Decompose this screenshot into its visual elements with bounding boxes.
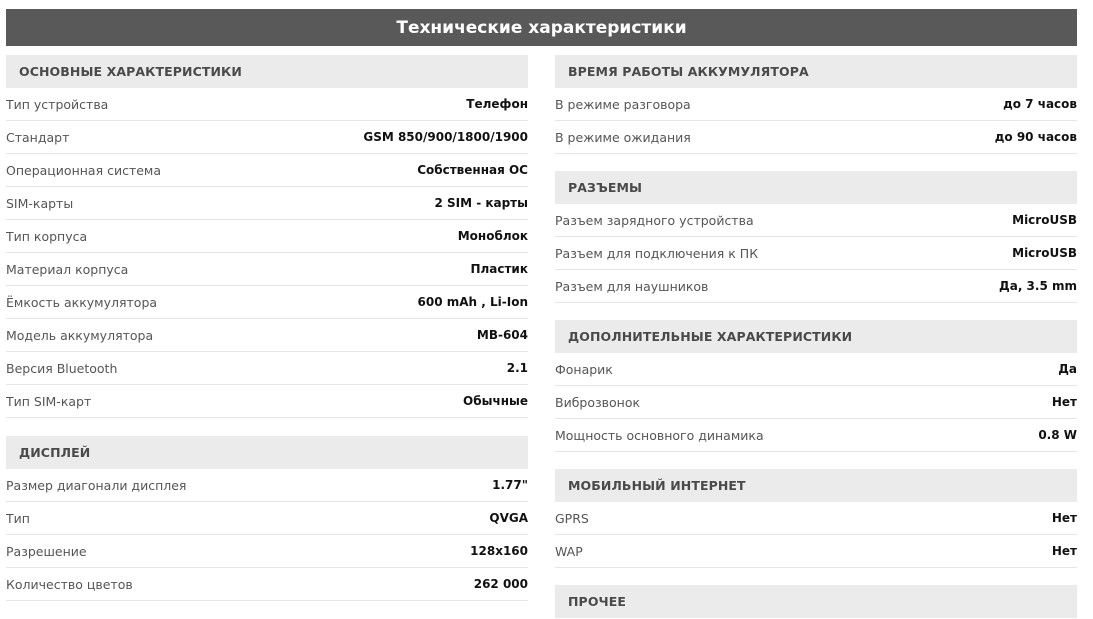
section-gap	[555, 452, 1077, 469]
spec-label: Стандарт	[6, 129, 70, 145]
section-main	[6, 55, 528, 418]
spec-value: MicroUSB	[1012, 246, 1077, 260]
section-mobile-internet	[555, 469, 1077, 568]
spec-value: Нет	[1051, 395, 1077, 409]
spec-row	[555, 535, 1077, 568]
spec-row	[555, 237, 1077, 270]
spec-row	[555, 386, 1077, 419]
spec-row	[6, 121, 528, 154]
spec-value: Собственная ОС	[417, 163, 528, 177]
right-column	[555, 55, 1077, 618]
spec-row	[6, 352, 528, 385]
spec-row	[555, 419, 1077, 452]
section-gap	[555, 303, 1077, 320]
section-header: РАЗЪЕМЫ	[555, 171, 1077, 204]
spec-row	[6, 154, 528, 187]
spec-label: Операционная система	[6, 162, 162, 178]
spec-value: 2.1	[506, 361, 528, 375]
spec-value: Нет	[1051, 544, 1077, 558]
spec-label: Разрешение	[6, 543, 87, 559]
spec-row	[6, 319, 528, 352]
spec-value: Моноблок	[457, 229, 528, 243]
section-gap	[555, 154, 1077, 171]
spec-row	[6, 469, 528, 502]
spec-label: Виброзвонок	[555, 394, 641, 410]
section-header: ДОПОЛНИТЕЛЬНЫЕ ХАРАКТЕРИСТИКИ	[555, 320, 1077, 353]
spec-value: MicroUSB	[1012, 213, 1077, 227]
left-column	[6, 55, 528, 601]
spec-label: В режиме разговора	[555, 96, 691, 112]
spec-value: 128x160	[470, 544, 528, 558]
section-header: ОСНОВНЫЕ ХАРАКТЕРИСТИКИ	[6, 55, 528, 88]
spec-label: Тип	[6, 510, 30, 526]
spec-row	[6, 220, 528, 253]
spec-row	[555, 270, 1077, 303]
spec-value: Да, 3.5 mm	[999, 279, 1077, 293]
spec-row	[555, 204, 1077, 237]
spec-row	[555, 88, 1077, 121]
spec-label: Мощность основного динамика	[555, 427, 764, 443]
spec-label: SIM-карты	[6, 195, 74, 211]
spec-value: до 7 часов	[1003, 97, 1077, 111]
spec-value: 2 SIM - карты	[434, 196, 528, 210]
spec-label: Модель аккумулятора	[6, 327, 154, 343]
spec-value: GSM 850/900/1800/1900	[363, 130, 528, 144]
spec-value: Пластик	[470, 262, 528, 276]
spec-value: Нет	[1051, 511, 1077, 525]
spec-value: 262 000	[473, 577, 528, 591]
spec-label: Версия Bluetooth	[6, 360, 118, 376]
spec-label: GPRS	[555, 510, 589, 526]
spec-row	[6, 253, 528, 286]
spec-label: Ёмкость аккумулятора	[6, 294, 158, 310]
spec-label: Размер диагонали дисплея	[6, 477, 187, 493]
spec-label: Тип корпуса	[6, 228, 88, 244]
spec-label: Разъем для подключения к ПК	[555, 245, 759, 261]
spec-value: Телефон	[466, 97, 528, 111]
section-gap	[555, 568, 1077, 585]
spec-label: В режиме ожидания	[555, 129, 691, 145]
spec-label: WAP	[555, 543, 583, 559]
section-display	[6, 436, 528, 601]
spec-value: MB-604	[476, 328, 528, 342]
page-title: Технические характеристики	[6, 9, 1077, 46]
spec-row	[6, 286, 528, 319]
section-header: ПРОЧЕЕ	[555, 585, 1077, 618]
spec-value: 600 mAh , Li-Ion	[417, 295, 528, 309]
spec-label: Разъем зарядного устройства	[555, 212, 754, 228]
spec-row	[6, 568, 528, 601]
spec-row	[555, 353, 1077, 386]
spec-row	[6, 88, 528, 121]
spec-value: до 90 часов	[994, 130, 1077, 144]
spec-label: Разъем для наушников	[555, 278, 709, 294]
spec-label: Количество цветов	[6, 576, 133, 592]
spec-row	[6, 187, 528, 220]
section-battery	[555, 55, 1077, 154]
spec-value: 1.77"	[492, 478, 528, 492]
section-header: ДИСПЛЕЙ	[6, 436, 528, 469]
spec-label: Фонарик	[555, 361, 613, 377]
spec-label: Материал корпуса	[6, 261, 129, 277]
section-connectors	[555, 171, 1077, 303]
section-gap	[6, 418, 528, 436]
spec-row	[6, 502, 528, 535]
spec-label: Тип SIM-карт	[6, 393, 92, 409]
spec-value: QVGA	[489, 511, 528, 525]
section-header: МОБИЛЬНЫЙ ИНТЕРНЕТ	[555, 469, 1077, 502]
spec-value: Обычные	[463, 394, 528, 408]
spec-row	[6, 385, 528, 418]
spec-row	[555, 502, 1077, 535]
spec-value: 0.8 W	[1038, 428, 1077, 442]
section-other	[555, 585, 1077, 618]
section-header: ВРЕМЯ РАБОТЫ АККУМУЛЯТОРА	[555, 55, 1077, 88]
spec-row	[6, 535, 528, 568]
section-extra	[555, 320, 1077, 452]
spec-row	[555, 121, 1077, 154]
spec-label: Тип устройства	[6, 96, 109, 112]
spec-value: Да	[1058, 362, 1077, 376]
